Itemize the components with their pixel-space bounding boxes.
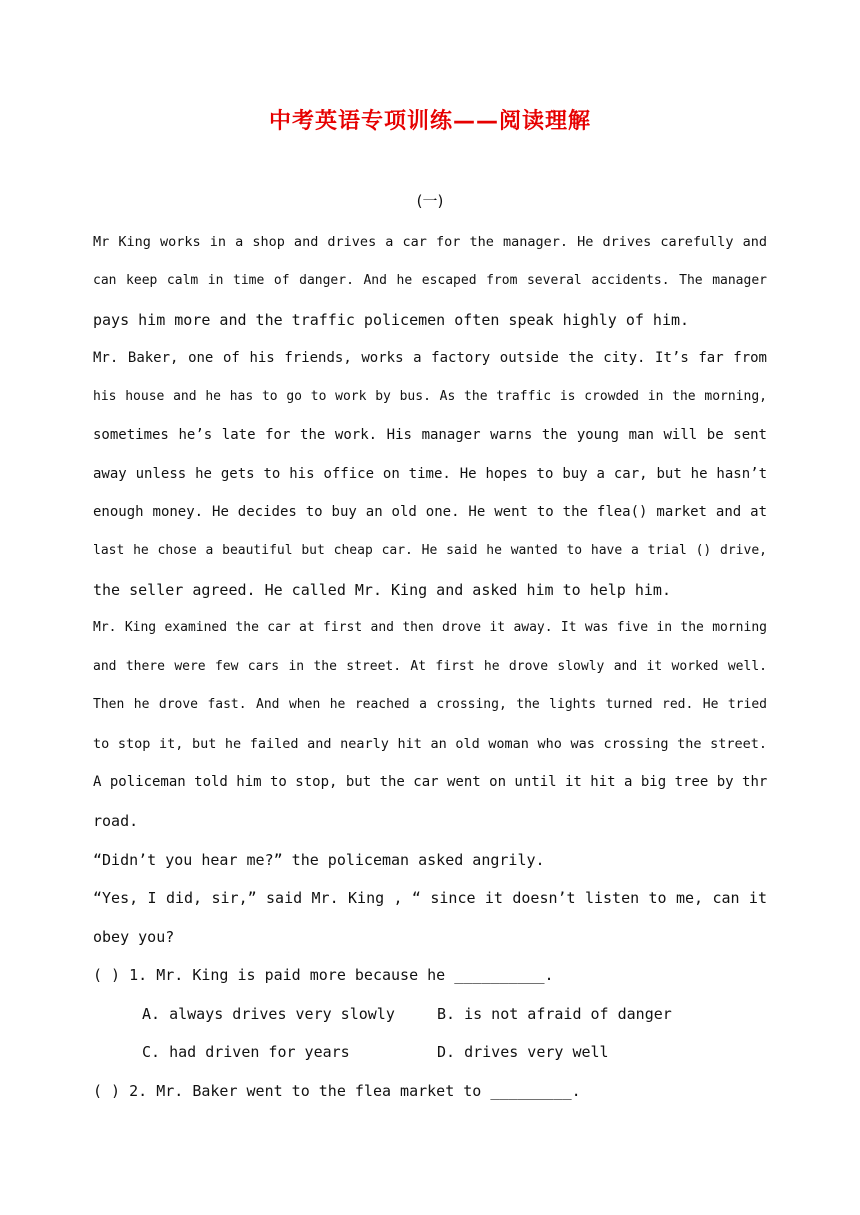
page-title: 中考英语专项训练——阅读理解 xyxy=(268,109,591,134)
question-stem: ( ) 2. Mr. Baker went to the flea market to _________. xyxy=(93,1082,581,1100)
section-label: (一) xyxy=(416,192,444,210)
passage-line: to stop it, but he failed and nearly hit an old woman who was crossing the street. xyxy=(93,736,767,752)
passage-line: his house and he has to go to work by bus. As the traffic is crowded in the morning, xyxy=(93,389,767,404)
passage-line: obey you? xyxy=(93,928,175,946)
option-c: C. had driven for years xyxy=(142,1043,350,1061)
passage-line: A policeman told him to stop, but the car went on until it hit a big tree by thr xyxy=(93,774,768,790)
passage-line: “Yes, I did, sir,” said Mr. King , “ since it doesn’t listen to me, can it xyxy=(93,889,767,907)
option-b: B. is not afraid of danger xyxy=(437,1005,672,1023)
passage-line: Mr. King examined the car at first and then drove it away. It was five in the morning xyxy=(93,620,767,635)
passage-line: the seller agreed. He called Mr. King and asked him to help him. xyxy=(93,581,671,599)
passage-line: last he chose a beautiful but cheap car. He said he wanted to have a trial () drive, xyxy=(93,543,767,558)
passage-line: pays him more and the traffic policemen often speak highly of him. xyxy=(93,311,690,329)
passage-line: sometimes he’s late for the work. His manager warns the young man will be sent xyxy=(93,427,767,443)
passage-line: can keep calm in time of danger. And he escaped from several accidents. The manager xyxy=(93,273,767,288)
option-d: D. drives very well xyxy=(437,1043,609,1061)
passage-line: enough money. He decides to buy an old one. He went to the flea() market and at xyxy=(93,504,767,520)
passage-line: “Didn’t you hear me?” the policeman asked angrily. xyxy=(93,851,545,869)
passage-line: away unless he gets to his office on time. He hopes to buy a car, but he hasn’t xyxy=(93,466,767,482)
passage-line: road. xyxy=(93,812,139,830)
question-stem: ( ) 1. Mr. King is paid more because he __________. xyxy=(93,966,554,984)
passage-line: Mr King works in a shop and drives a car for the manager. He drives carefully and xyxy=(93,234,767,250)
passage-line: Then he drove fast. And when he reached a crossing, the lights turned red. He tried xyxy=(93,697,767,712)
option-a: A. always drives very slowly xyxy=(142,1005,395,1023)
passage-line: Mr. Baker, one of his friends, works a factory outside the city. It’s far from xyxy=(93,350,767,366)
passage-line: and there were few cars in the street. At first he drove slowly and it worked well. xyxy=(93,659,767,674)
